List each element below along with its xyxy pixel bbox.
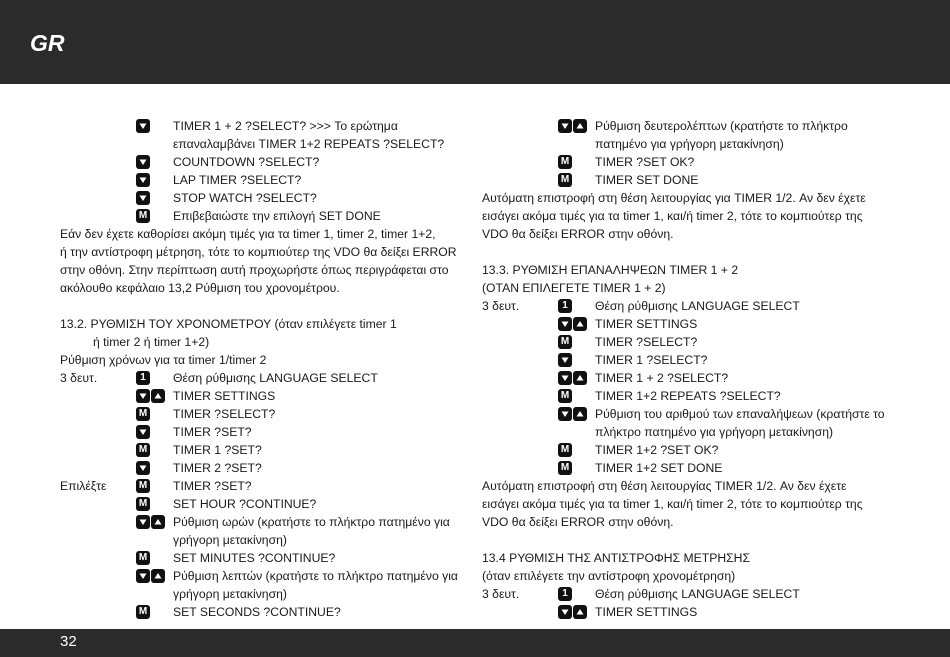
page-number: 32	[60, 633, 77, 650]
step-text: STOP WATCH ?SELECT?	[173, 191, 317, 205]
text-line	[482, 423, 892, 441]
key-icons	[558, 605, 587, 619]
text-line	[482, 153, 892, 171]
paragraph-text: 13.4 ΡΥΘΜΙΣΗ ΤΗΣ ΑΝΤΙΣΤΡΟΦΗΣ ΜΕΤΡΗΣΗΣ	[482, 551, 751, 565]
paragraph-text: στην οθόνη. Στην περίπτωση αυτή προχωρήστε όπως περιγράφεται στο	[60, 263, 449, 277]
text-line	[60, 153, 460, 171]
step-lead-label: 3 δευτ.	[60, 371, 98, 385]
down-arrow-key-icon	[136, 155, 150, 169]
key-icons	[558, 155, 572, 169]
key-icons	[558, 443, 572, 457]
down-arrow-key-icon	[136, 515, 150, 529]
key-icons	[136, 191, 150, 205]
text-line	[60, 117, 460, 135]
step-text: COUNTDOWN ?SELECT?	[173, 155, 320, 169]
key-icons	[136, 515, 165, 529]
paragraph-text: ή την αντίστροφη μέτρηση, τότε το κομπιούτερ της VDO θα δείξει ERROR	[60, 245, 457, 259]
step-text: Ρύθμιση λεπτών (κρατήστε το πλήκτρο πατημένο για	[173, 569, 458, 583]
text-line	[482, 207, 892, 225]
step-text: TIMER ?SET OK?	[595, 155, 695, 169]
step-text: Θέση ρύθμισης LANGUAGE SELECT	[595, 587, 800, 601]
step-text: γρήγορη μετακίνηση)	[173, 533, 287, 547]
text-line	[482, 603, 892, 621]
step-text: Επιβεβαιώστε την επιλογή SET DONE	[173, 209, 381, 223]
paragraph-text: 13.2. ΡΥΘΜΙΣΗ ΤΟΥ ΧΡΟΝΟΜΕΤΡΟΥ (όταν επιλέγετε timer 1	[60, 317, 397, 331]
key-icons	[136, 119, 150, 133]
down-arrow-key-icon	[136, 173, 150, 187]
step-text: γρήγορη μετακίνηση)	[173, 587, 287, 601]
right-column	[482, 117, 892, 621]
text-line	[482, 477, 892, 495]
key-icons	[558, 587, 572, 601]
text-line	[482, 261, 892, 279]
one-key-icon: 1	[558, 299, 572, 313]
m-key-icon: M	[558, 173, 572, 187]
up-arrow-key-icon	[151, 569, 165, 583]
text-line	[482, 171, 892, 189]
up-arrow-key-icon	[573, 119, 587, 133]
text-line	[60, 441, 460, 459]
step-text: TIMER 2 ?SET?	[173, 461, 262, 475]
text-line	[482, 441, 892, 459]
text-line	[60, 135, 460, 153]
down-arrow-key-icon	[136, 389, 150, 403]
text-line	[482, 225, 892, 243]
text-line	[60, 513, 460, 531]
key-icons	[136, 569, 165, 583]
key-icons	[136, 371, 150, 385]
text-line	[482, 243, 892, 261]
one-key-icon: 1	[558, 587, 572, 601]
down-arrow-key-icon	[558, 317, 572, 331]
text-line	[60, 243, 460, 261]
m-key-icon: M	[136, 479, 150, 493]
step-text: TIMER 1 ?SET?	[173, 443, 262, 457]
text-line	[60, 495, 460, 513]
step-text: SET MINUTES ?CONTINUE?	[173, 551, 336, 565]
step-text: TIMER ?SELECT?	[595, 335, 698, 349]
down-arrow-key-icon	[558, 605, 572, 619]
step-text: πλήκτρο πατημένο για γρήγορη μετακίνηση)	[595, 425, 834, 439]
text-line	[60, 333, 460, 351]
text-line	[60, 405, 460, 423]
text-line	[60, 387, 460, 405]
step-lead-label: 3 δευτ.	[482, 587, 520, 601]
key-icons	[136, 479, 150, 493]
up-arrow-key-icon	[573, 317, 587, 331]
up-arrow-key-icon	[573, 407, 587, 421]
step-text: Ρύθμιση ωρών (κρατήστε το πλήκτρο πατημένο για	[173, 515, 450, 529]
text-line	[60, 549, 460, 567]
down-arrow-key-icon	[558, 371, 572, 385]
paragraph-text: 13.3. ΡΥΘΜΙΣΗ ΕΠΑΝΑΛΗΨΕΩΝ TIMER 1 + 2	[482, 263, 739, 277]
paragraph-text: Εάν δεν έχετε καθορίσει ακόμη τιμές για τα timer 1, timer 2, timer 1+2,	[60, 227, 436, 241]
step-text: TIMER ?SET?	[173, 479, 252, 493]
key-icons	[136, 425, 150, 439]
text-line	[482, 387, 892, 405]
text-line	[482, 531, 892, 549]
text-line	[482, 315, 892, 333]
step-text: TIMER ?SET?	[173, 425, 252, 439]
key-icons	[558, 317, 587, 331]
text-line	[482, 585, 892, 603]
text-line	[60, 189, 460, 207]
step-text: TIMER 1+2 SET DONE	[595, 461, 723, 475]
m-key-icon: M	[136, 605, 150, 619]
paragraph-text: VDO θα δείξει ERROR στην οθόνη.	[482, 227, 674, 241]
text-line	[60, 477, 460, 495]
step-text: Θέση ρύθμισης LANGUAGE SELECT	[595, 299, 800, 313]
m-key-icon: M	[136, 497, 150, 511]
text-line	[60, 531, 460, 549]
down-arrow-key-icon	[136, 425, 150, 439]
step-text: LAP TIMER ?SELECT?	[173, 173, 302, 187]
paragraph-text: (ΟΤΑΝ ΕΠΙΛΕΓΕΤΕ TIMER 1 + 2)	[482, 281, 666, 295]
up-arrow-key-icon	[151, 389, 165, 403]
left-column	[60, 117, 460, 621]
key-icons	[558, 371, 587, 385]
text-line	[482, 459, 892, 477]
text-line	[60, 423, 460, 441]
text-line	[60, 351, 460, 369]
paragraph-text: (όταν επιλέγετε την αντίστροφη χρονομέτρηση)	[482, 569, 736, 583]
m-key-icon: M	[558, 443, 572, 457]
up-arrow-key-icon	[573, 605, 587, 619]
down-arrow-key-icon	[136, 569, 150, 583]
step-text: TIMER 1 + 2 ?SELECT?	[595, 371, 729, 385]
text-line	[60, 369, 460, 387]
m-key-icon: M	[136, 443, 150, 457]
text-line	[60, 225, 460, 243]
step-text: Ρύθμιση του αριθμού των επαναλήψεων (κρατήστε το	[595, 407, 885, 421]
text-line	[482, 351, 892, 369]
key-icons	[136, 173, 150, 187]
m-key-icon: M	[136, 407, 150, 421]
up-arrow-key-icon	[151, 515, 165, 529]
key-icons	[558, 389, 572, 403]
down-arrow-key-icon	[136, 461, 150, 475]
m-key-icon: M	[558, 389, 572, 403]
step-lead-label: Επιλέξτε	[60, 479, 107, 493]
text-line	[60, 585, 460, 603]
key-icons	[136, 155, 150, 169]
key-icons	[136, 461, 150, 475]
step-text: TIMER 1 + 2 ?SELECT? >>> Το ερώτημα	[173, 119, 398, 133]
key-icons	[136, 443, 150, 457]
step-text: πατημένο για γρήγορη μετακίνηση)	[595, 137, 784, 151]
down-arrow-key-icon	[558, 353, 572, 367]
m-key-icon: M	[558, 461, 572, 475]
step-lead-label: 3 δευτ.	[482, 299, 520, 313]
down-arrow-key-icon	[136, 191, 150, 205]
text-line	[60, 567, 460, 585]
text-line	[482, 495, 892, 513]
text-line	[60, 279, 460, 297]
text-line	[482, 549, 892, 567]
key-icons	[558, 335, 572, 349]
text-line	[482, 513, 892, 531]
text-line	[60, 261, 460, 279]
key-icons	[558, 119, 587, 133]
step-text: επαναλαμβάνει TIMER 1+2 REPEATS ?SELECT?	[173, 137, 445, 151]
step-text: TIMER SETTINGS	[595, 317, 698, 331]
step-text: TIMER 1 ?SELECT?	[595, 353, 708, 367]
key-icons	[558, 353, 572, 367]
paragraph-text: εισάγει ακόμα τιμές για τα timer 1, και/ή timer 2, τότε το κομπιούτερ της	[482, 497, 863, 511]
step-text: TIMER ?SELECT?	[173, 407, 276, 421]
step-text: TIMER SETTINGS	[173, 389, 276, 403]
key-icons	[558, 461, 572, 475]
heading-continuation: ή timer 2 ή timer 1+2)	[93, 335, 210, 349]
paragraph-text: εισάγει ακόμα τιμές για τα timer 1, και/ή timer 2, τότε το κομπιούτερ της	[482, 209, 863, 223]
text-line	[60, 315, 460, 333]
paragraph-text: Αυτόματη επιστροφή στη θέση λειτουργίας TIMER 1/2. Αν δεν έχετε	[482, 479, 847, 493]
paragraph-text: VDO θα δείξει ERROR στην οθόνη.	[482, 515, 674, 529]
text-line	[482, 279, 892, 297]
paragraph-text: ακόλουθο κεφάλαιο 13,2 Ρύθμιση του χρονομέτρου.	[60, 281, 340, 295]
key-icons	[136, 497, 150, 511]
down-arrow-key-icon	[558, 407, 572, 421]
text-line	[60, 297, 460, 315]
m-key-icon: M	[558, 335, 572, 349]
language-code: GR	[30, 30, 65, 56]
text-line	[482, 333, 892, 351]
key-icons	[136, 389, 165, 403]
down-arrow-key-icon	[136, 119, 150, 133]
step-text: TIMER SETTINGS	[595, 605, 698, 619]
paragraph-text: Αυτόματη επιστροφή στη θέση λειτουργίας για TIMER 1/2. Αν δεν έχετε	[482, 191, 866, 205]
text-line	[60, 171, 460, 189]
key-icons	[558, 407, 587, 421]
key-icons	[136, 605, 150, 619]
key-icons	[136, 551, 150, 565]
step-text: Θέση ρύθμισης LANGUAGE SELECT	[173, 371, 378, 385]
text-line	[60, 207, 460, 225]
header-bar	[0, 0, 950, 84]
key-icons	[136, 209, 150, 223]
step-text: SET SECONDS ?CONTINUE?	[173, 605, 341, 619]
text-line	[60, 603, 460, 621]
down-arrow-key-icon	[558, 119, 572, 133]
paragraph-text: Ρύθμιση χρόνων για τα timer 1/timer 2	[60, 353, 267, 367]
key-icons	[558, 299, 572, 313]
text-line	[482, 567, 892, 585]
m-key-icon: M	[136, 209, 150, 223]
text-line	[482, 297, 892, 315]
key-icons	[558, 173, 572, 187]
step-text: TIMER 1+2 REPEATS ?SELECT?	[595, 389, 781, 403]
m-key-icon: M	[558, 155, 572, 169]
footer-bar	[0, 629, 950, 657]
one-key-icon: 1	[136, 371, 150, 385]
text-line	[482, 405, 892, 423]
up-arrow-key-icon	[573, 371, 587, 385]
text-line	[482, 189, 892, 207]
step-text: Ρύθμιση δευτερολέπτων (κρατήστε το πλήκτρο	[595, 119, 848, 133]
step-text: SET HOUR ?CONTINUE?	[173, 497, 317, 511]
text-line	[482, 135, 892, 153]
text-line	[482, 369, 892, 387]
text-line	[60, 459, 460, 477]
key-icons	[136, 407, 150, 421]
step-text: TIMER SET DONE	[595, 173, 699, 187]
text-line	[482, 117, 892, 135]
m-key-icon: M	[136, 551, 150, 565]
step-text: TIMER 1+2 ?SET OK?	[595, 443, 719, 457]
